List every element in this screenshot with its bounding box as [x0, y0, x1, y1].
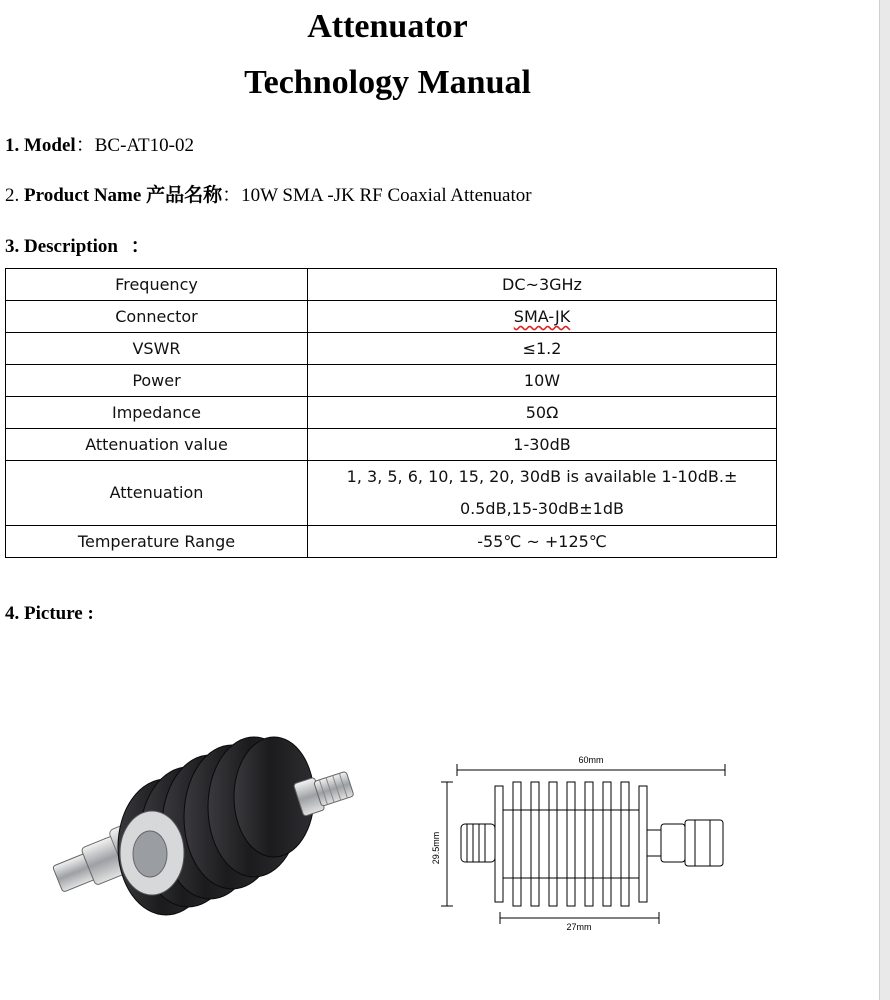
model-label: 1. Model [5, 135, 76, 156]
document-title: Attenuator [307, 8, 468, 45]
document-subtitle: Technology Manual [244, 64, 531, 101]
height-label: 29.5mm [431, 831, 441, 865]
table-row [6, 429, 777, 461]
product-separator: ： [222, 185, 242, 206]
spec-value: 10W [308, 365, 777, 397]
spec-name: Temperature Range [6, 526, 308, 558]
spec-value: DC~3GHz [308, 269, 777, 301]
description-line [5, 231, 150, 258]
product-line [5, 180, 532, 207]
table-row [6, 333, 777, 365]
table-row [6, 461, 777, 526]
spec-value-line1: 1, 3, 5, 6, 10, 15, 20, 30dB is available 1-10dB.± [346, 467, 738, 486]
attenuator-photo [48, 735, 358, 925]
product-value: 10W SMA -JK RF Coaxial Attenuator [241, 185, 532, 206]
spec-table [5, 268, 777, 558]
model-line [5, 130, 194, 157]
scrollbar-track[interactable] [879, 0, 890, 1000]
spec-value: -55℃ ~ +125℃ [308, 526, 777, 558]
spec-value-line2: 0.5dB,15-30dB±1dB [459, 499, 624, 518]
table-row [6, 365, 777, 397]
body-length-label: 27mm [566, 922, 592, 932]
spec-name: Impedance [6, 397, 308, 429]
model-value: BC-AT10-02 [94, 135, 194, 156]
description-label: 3. Description [5, 236, 118, 257]
product-number: 2. [5, 185, 20, 206]
spec-name: Connector [6, 301, 308, 333]
spec-value-cell [308, 301, 777, 333]
product-label: Product Name 产品名称 [24, 185, 223, 206]
spec-value: ≤1.2 [308, 333, 777, 365]
spec-value: 50Ω [308, 397, 777, 429]
table-row [6, 301, 777, 333]
model-separator: ： [75, 135, 95, 156]
spec-value-cell [308, 461, 777, 526]
spec-name: Power [6, 365, 308, 397]
table-row [6, 269, 777, 301]
spec-name: Attenuation value [6, 429, 308, 461]
spec-value: SMA-JK [513, 307, 571, 326]
table-row [6, 397, 777, 429]
spec-value: 1-30dB [308, 429, 777, 461]
description-separator: ： [130, 236, 150, 257]
spec-name: VSWR [6, 333, 308, 365]
spec-name: Attenuation [6, 461, 308, 526]
spec-name: Frequency [6, 269, 308, 301]
length-label: 60mm [578, 755, 604, 765]
picture-line [5, 603, 94, 625]
table-row [6, 526, 777, 558]
dimension-drawing [425, 748, 735, 938]
picture-label: 4. Picture : [5, 603, 94, 624]
